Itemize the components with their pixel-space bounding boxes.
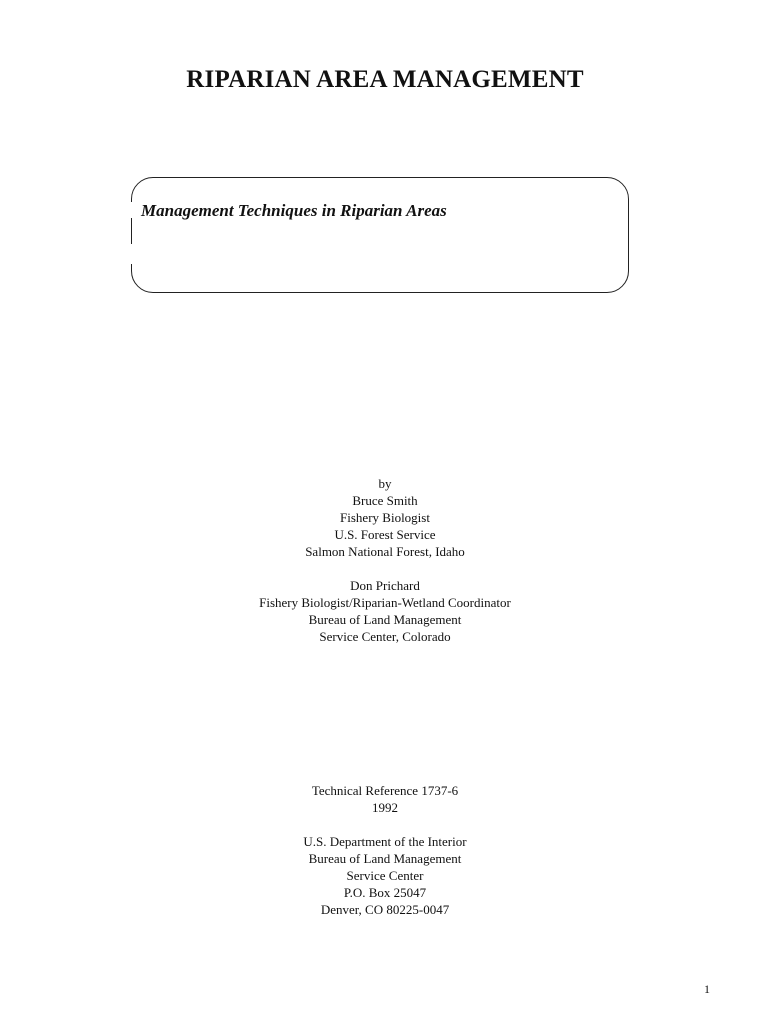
author-title: Fishery Biologist/Riparian-Wetland Coordinator [259,595,511,610]
publisher-section [0,833,770,918]
author-name: Bruce Smith [352,493,418,508]
author-name: Don Prichard [350,578,420,593]
title-box-gap-bottom [129,244,135,264]
author-location: Service Center, Colorado [319,629,451,644]
title-box-gap-top [129,202,135,218]
document-title: Management Techniques in Riparian Areas [141,201,447,220]
publisher-city: Denver, CO 80225-0047 [320,902,450,917]
author-location: Salmon National Forest, Idaho [305,544,465,559]
reference-section [0,782,770,816]
page-number: 1 [704,982,710,996]
publisher-department: U.S. Department of the Interior [303,834,467,849]
author-block-1 [0,475,770,560]
publication-year: 1992 [372,800,398,815]
publisher-po-box: P.O. Box 25047 [343,885,427,900]
author-title: Fishery Biologist [340,510,430,525]
by-label: by [378,476,392,491]
title-box [131,177,629,293]
technical-reference-number: Technical Reference 1737-6 [311,783,459,798]
authors-section [0,475,770,645]
series-title: RIPARIAN AREA MANAGEMENT [186,66,584,93]
author-block-2 [0,577,770,645]
author-agency: U.S. Forest Service [334,527,436,542]
author-agency: Bureau of Land Management [308,612,462,627]
publisher-bureau: Bureau of Land Management [308,851,462,866]
publisher-center: Service Center [346,868,424,883]
